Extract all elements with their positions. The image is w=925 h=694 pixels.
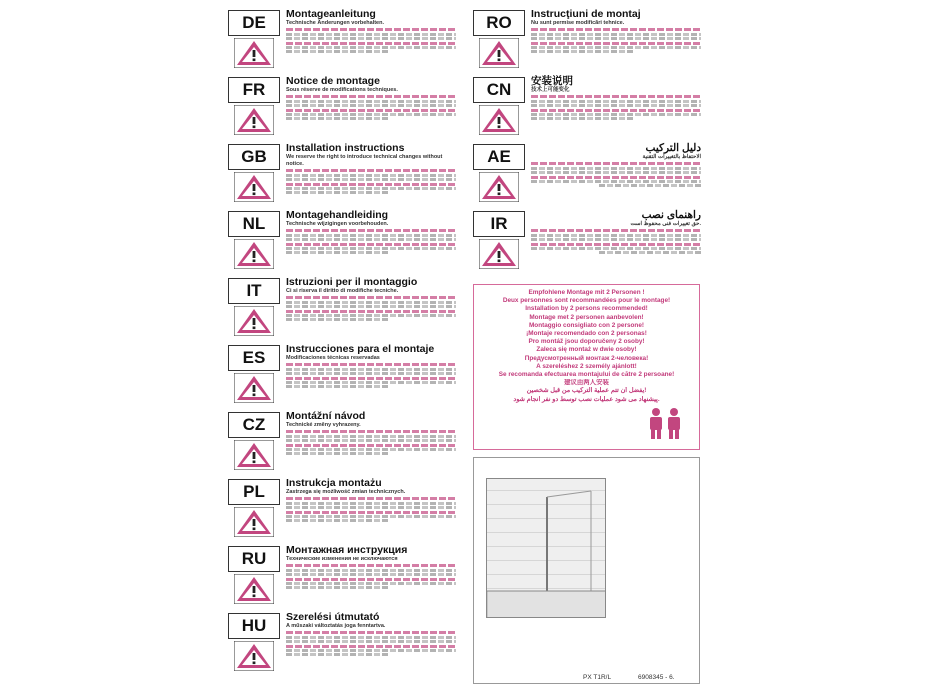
section-subtitle: حق تغییرات فنی محفوظ است. xyxy=(630,221,701,227)
language-code: CN xyxy=(473,77,525,103)
text-line xyxy=(286,50,388,53)
text-line xyxy=(286,247,456,250)
text-line xyxy=(286,305,456,308)
section-title: دليل التركيب xyxy=(645,142,701,154)
section-es xyxy=(228,343,456,404)
language-code: NL xyxy=(228,211,280,237)
text-line xyxy=(531,28,701,31)
section-text xyxy=(286,276,456,323)
text-line xyxy=(531,33,701,36)
recommendation-line: Pro montáž jsou doporučeny 2 osoby! xyxy=(528,338,645,346)
recommendation-line: 建议由两人安装 xyxy=(564,379,609,387)
text-line xyxy=(286,372,456,375)
text-line xyxy=(531,117,633,120)
section-title: 安装说明 xyxy=(531,75,573,87)
text-line xyxy=(286,515,456,518)
text-line xyxy=(531,171,701,174)
section-subtitle: Zastrzega się możliwość zmian technicznych. xyxy=(286,489,406,495)
text-line xyxy=(286,104,456,107)
text-line xyxy=(531,247,701,250)
text-line xyxy=(531,37,701,40)
warning-triangle-icon xyxy=(234,641,274,671)
text-line xyxy=(286,314,456,317)
section-cz xyxy=(228,410,456,471)
text-line xyxy=(286,251,388,254)
section-body xyxy=(286,169,456,194)
text-line xyxy=(286,636,456,639)
recommendation-line: Zaleca się montaż w dwie osoby! xyxy=(536,346,637,354)
section-title: راهنمای نصب xyxy=(641,209,701,221)
section-title: Installation instructions xyxy=(286,142,405,154)
section-body xyxy=(286,631,456,656)
two-people-icon xyxy=(645,407,685,439)
text-line xyxy=(286,452,388,455)
text-line xyxy=(286,174,456,177)
text-line xyxy=(531,113,701,116)
text-line xyxy=(286,301,456,304)
text-line xyxy=(286,117,388,120)
warning-triangle-icon xyxy=(234,38,274,68)
recommendation-line: پیشنهاد می شود عملیات نصب توسط دو نفر انجام شود. xyxy=(513,395,660,403)
section-subtitle: Ci si riserva il diritto di modifiche tecniche. xyxy=(286,288,399,294)
two-person-recommendation-box xyxy=(473,284,700,450)
text-line xyxy=(286,439,456,442)
section-title: Notice de montage xyxy=(286,75,380,87)
recommendation-line: Montage met 2 personen aanbevolen! xyxy=(529,313,644,321)
section-body xyxy=(531,95,701,120)
section-body xyxy=(286,564,456,589)
text-line xyxy=(286,113,456,116)
section-subtitle: A műszaki változtatás joga fenntartva. xyxy=(286,623,386,629)
text-line xyxy=(531,50,633,53)
section-title: Montageanleitung xyxy=(286,8,376,20)
text-line xyxy=(286,573,456,576)
shower-enclosure-illustration xyxy=(486,478,606,618)
text-line xyxy=(286,95,456,98)
text-line xyxy=(286,640,456,643)
section-text xyxy=(286,209,456,256)
text-line xyxy=(286,653,388,656)
section-subtitle: Technische wijzigingen voorbehouden. xyxy=(286,221,389,227)
language-code: RU xyxy=(228,546,280,572)
recommendation-line: Installation by 2 persons recommended! xyxy=(525,305,648,313)
language-code: IT xyxy=(228,278,280,304)
recommendation-line: A szereléshez 2 személy ajánlott! xyxy=(536,362,637,370)
warning-triangle-icon xyxy=(234,440,274,470)
section-ru xyxy=(228,544,456,605)
section-body xyxy=(531,229,701,254)
section-subtitle: Technische Änderungen vorbehalten. xyxy=(286,20,384,26)
text-line xyxy=(531,229,701,232)
text-line xyxy=(286,381,456,384)
text-line xyxy=(286,229,456,232)
shower-enclosure-drawing xyxy=(487,479,606,618)
section-body xyxy=(286,497,456,522)
text-line xyxy=(286,511,456,514)
text-line xyxy=(286,564,456,567)
section-text xyxy=(286,611,456,658)
text-line xyxy=(286,631,456,634)
product-code: PX T1R/L xyxy=(583,674,612,681)
text-line xyxy=(286,238,456,241)
text-line xyxy=(286,430,456,433)
section-text xyxy=(286,544,456,591)
warning-triangle-icon xyxy=(234,306,274,336)
text-line xyxy=(531,95,701,98)
section-subtitle: We reserve the right to introduce technical changes without notice. xyxy=(286,154,443,167)
text-line xyxy=(286,649,456,652)
warning-triangle-icon xyxy=(234,507,274,537)
recommendation-line: Предусмотренный монтаж 2-человека! xyxy=(524,354,649,362)
text-line xyxy=(599,251,701,254)
text-line xyxy=(286,444,456,447)
text-line xyxy=(286,506,456,509)
warning-triangle-icon xyxy=(234,172,274,202)
text-line xyxy=(286,42,456,45)
text-line xyxy=(286,368,456,371)
warning-triangle-icon xyxy=(479,239,519,269)
section-body xyxy=(286,95,456,120)
text-line xyxy=(286,169,456,172)
section-text xyxy=(286,75,456,122)
text-line xyxy=(286,385,388,388)
section-body xyxy=(531,28,701,53)
section-title: Instrucţiuni de montaj xyxy=(531,8,641,20)
text-line xyxy=(531,238,701,241)
section-text xyxy=(531,142,701,189)
text-line xyxy=(286,243,456,246)
text-line xyxy=(286,100,456,103)
section-body xyxy=(286,363,456,388)
section-title: Montagehandleiding xyxy=(286,209,389,221)
text-line xyxy=(286,497,456,500)
text-line xyxy=(286,645,456,648)
text-line xyxy=(531,100,701,103)
warning-triangle-icon xyxy=(479,172,519,202)
text-line xyxy=(286,582,456,585)
text-line xyxy=(286,191,388,194)
section-cn xyxy=(473,75,701,136)
right-column xyxy=(473,8,701,276)
section-title: Istruzioni per il montaggio xyxy=(286,276,418,288)
section-subtitle: Nu sunt permise modificări tehnice. xyxy=(531,20,625,26)
language-code: RO xyxy=(473,10,525,36)
text-line xyxy=(286,578,456,581)
text-line xyxy=(286,519,388,522)
section-de xyxy=(228,8,456,69)
section-body xyxy=(286,430,456,455)
language-code: CZ xyxy=(228,412,280,438)
recommendation-line: Montaggio consigliato con 2 persone! xyxy=(528,321,645,329)
section-subtitle: الاحتفاظ بالتغييرات التقنية xyxy=(642,154,701,160)
section-subtitle: Modificaciones técnicas reservadas xyxy=(286,355,380,361)
section-subtitle: Технические изменения не исключаются xyxy=(286,556,398,562)
recommendation-line: يفضل أن تتم عملية التركيب من قبل شخصين! xyxy=(526,387,647,395)
recommendation-line: Se recomanda efectuarea montajului de către 2 persoane! xyxy=(498,371,675,379)
language-code: ES xyxy=(228,345,280,371)
language-code: FR xyxy=(228,77,280,103)
text-line xyxy=(286,318,388,321)
section-ir xyxy=(473,209,701,270)
section-title: Монтажная инструкция xyxy=(286,544,408,556)
text-line xyxy=(531,104,701,107)
warning-triangle-icon xyxy=(234,574,274,604)
text-line xyxy=(531,243,701,246)
section-ro xyxy=(473,8,701,69)
section-text xyxy=(286,343,456,390)
text-line xyxy=(531,42,701,45)
text-line xyxy=(286,33,456,36)
section-hu xyxy=(228,611,456,672)
recommendation-line: Empfohlene Montage mit 2 Personen ! xyxy=(528,289,645,296)
text-line xyxy=(286,109,456,112)
warning-triangle-icon xyxy=(234,373,274,403)
text-line xyxy=(531,180,701,183)
language-code: PL xyxy=(228,479,280,505)
section-title: Instrucciones para el montaje xyxy=(286,343,435,355)
text-line xyxy=(286,183,456,186)
text-line xyxy=(286,435,456,438)
text-line xyxy=(286,363,456,366)
text-line xyxy=(286,37,456,40)
recommendation-line: Deux personnes sont recommandées pour le montage! xyxy=(502,297,671,305)
section-gb xyxy=(228,142,456,203)
text-line xyxy=(286,187,456,190)
language-code: HU xyxy=(228,613,280,639)
text-line xyxy=(286,296,456,299)
section-body xyxy=(531,162,701,187)
document-number: 6908345 - 6. xyxy=(638,674,675,681)
text-line xyxy=(531,162,701,165)
text-line xyxy=(286,448,456,451)
text-line xyxy=(286,178,456,181)
language-code: AE xyxy=(473,144,525,170)
text-line xyxy=(531,176,701,179)
section-ae xyxy=(473,142,701,203)
text-line xyxy=(531,234,701,237)
language-code: IR xyxy=(473,211,525,237)
section-text xyxy=(531,75,701,122)
text-line xyxy=(286,377,456,380)
warning-triangle-icon xyxy=(479,38,519,68)
text-line xyxy=(286,310,456,313)
text-line xyxy=(286,569,456,572)
text-line xyxy=(286,502,456,505)
section-text xyxy=(286,8,456,55)
section-body xyxy=(286,229,456,254)
section-title: Montážní návod xyxy=(286,410,366,422)
text-line xyxy=(531,167,701,170)
section-it xyxy=(228,276,456,337)
section-subtitle: 技术上可能变化 xyxy=(531,87,570,93)
text-line xyxy=(599,184,701,187)
section-text xyxy=(286,142,456,196)
language-code: GB xyxy=(228,144,280,170)
section-subtitle: Technické změny vyhrazeny. xyxy=(286,422,361,428)
warning-triangle-icon xyxy=(234,105,274,135)
section-text xyxy=(531,8,701,55)
section-title: Instrukcja montażu xyxy=(286,477,382,489)
warning-triangle-icon xyxy=(234,239,274,269)
section-text xyxy=(286,477,456,524)
document-footer xyxy=(473,672,700,684)
section-nl xyxy=(228,209,456,270)
section-fr xyxy=(228,75,456,136)
text-line xyxy=(531,46,701,49)
text-line xyxy=(286,586,388,589)
warning-triangle-icon xyxy=(479,105,519,135)
section-title: Szerelési útmutató xyxy=(286,611,380,623)
section-body xyxy=(286,296,456,321)
text-line xyxy=(531,109,701,112)
left-column xyxy=(228,8,456,678)
text-line xyxy=(286,46,456,49)
section-text xyxy=(286,410,456,457)
section-pl xyxy=(228,477,456,538)
text-line xyxy=(286,234,456,237)
language-code: DE xyxy=(228,10,280,36)
section-subtitle: Sous réserve de modifications techniques. xyxy=(286,87,398,93)
section-text xyxy=(531,209,701,256)
text-line xyxy=(286,28,456,31)
recommendation-line: ¡Montaje recomendado con 2 personas! xyxy=(526,330,647,338)
section-body xyxy=(286,28,456,53)
